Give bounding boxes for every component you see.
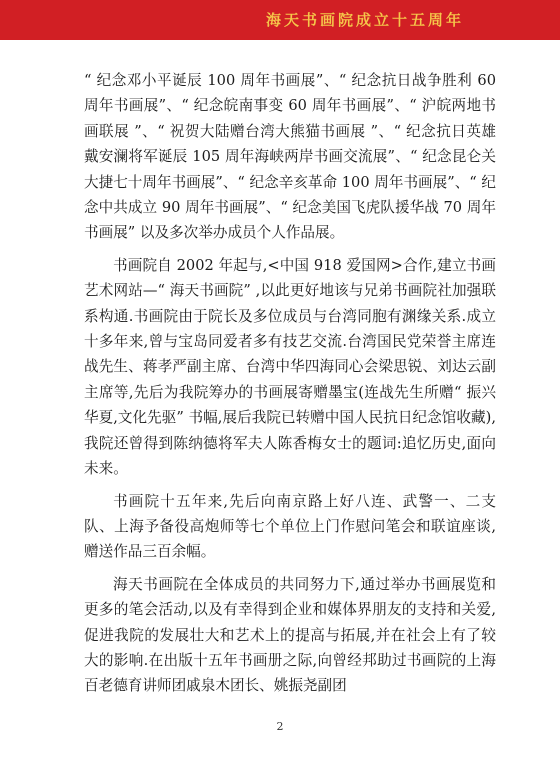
page-number: 2 xyxy=(276,720,284,733)
header-band xyxy=(0,0,560,40)
header-title: 海天书画院成立十五周年 xyxy=(265,11,464,29)
paragraph-visits: 书画院十五年来,先后向南京路上好八连、武警一、二支队、上海予备役高炮师等七个单位上门作慰问笔会和联谊座谈,赠送作品三百余幅。 xyxy=(84,492,496,561)
paragraph-exhibitions: “ 纪念邓小平诞辰 100 周年书画展”、“ 纪念抗日战争胜利 60 周年书画展”、“ 纪念皖南事变 60 周年书画展”、“ 沪皖两地书画联展 ”、“ 祝贺大陆赠台湾大熊猫书画展 ”、“ 纪念抗日英雄戴安澜将军诞辰 105 周年海峡两岸书画交流展”、“ 纪念昆仑关大捷七十周年书画展”、“ 纪念辛亥革命 100 周年书画展”、“ 纪念中共成立 90 周年书画展”、“ 纪念美国飞虎队援华战 70 周年书画展” 以及多次举办成员个人作品展。 xyxy=(84,72,496,242)
document-body xyxy=(84,68,496,706)
paragraph-website-taiwan: 书画院自 2002 年起与,<中国 918 爱国网>合作,建立书画艺术网站—“ 海天书画院” ,以此更好地该与兄弟书画院社加强联系构通.书画院由于院长及多位成员与台湾同胞有渊缘关系.成立十多年来,曾与宝岛同爱者多有技艺交流.台湾国民党荣誉主席连战先生、蒋孝严副主席、台湾中华四海同心会梁思锐、刘达云副主席等,先后为我院筹办的书画展寄赠墨宝(连战先生所赠“ 振兴华夏,文化先驱” 书幅,展后我院已转赠中国人民抗日纪念馆收藏),我院还曾得到陈纳德将军夫人陈香梅女士的题词:追忆历史,面向未来。 xyxy=(84,256,496,478)
paragraph-development: 海天书画院在全体成员的共同努力下,通过举办书画展览和更多的笔会活动,以及有幸得到企业和媒体界朋友的支持和关爱,促进我院的发展壮大和艺术上的提高与拓展,并在社会上有了较大的影响.在出版十五年书画册之际,向曾经邦助过书画院的上海百老德育讲师团戚泉木团长、姚振尧副团 xyxy=(84,575,496,695)
